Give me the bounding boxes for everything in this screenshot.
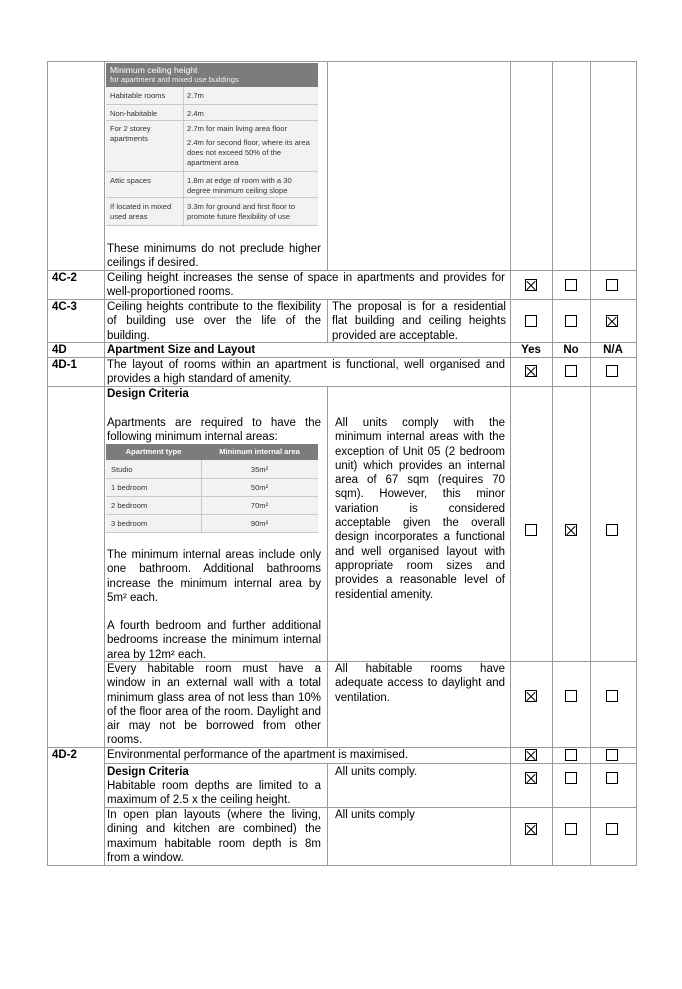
checkbox-na-window[interactable]	[606, 690, 618, 702]
checkbox-na-4c2[interactable]	[606, 279, 618, 291]
ceiling-row-label: For 2 storey apartments	[110, 124, 151, 143]
criterion-4d2-text: Environmental performance of the apartment is maximised.	[107, 749, 409, 761]
ceiling-row-value: 2.4m	[187, 109, 204, 118]
ceiling-row-label: Non-habitable	[110, 109, 158, 118]
checkbox-yes-4d2[interactable]	[525, 749, 537, 761]
ceiling-table-subtitle: for apartment and mixed use buildings	[110, 75, 239, 84]
checkbox-no-4c2[interactable]	[565, 279, 577, 291]
checkbox-yes-4d1[interactable]	[525, 365, 537, 377]
checkbox-yes-4c3[interactable]	[525, 315, 537, 327]
ceiling-row-label: Habitable rooms	[110, 91, 166, 100]
ceiling-height-table	[106, 63, 318, 226]
ceiling-row-label: If located in mixed used areas	[110, 202, 172, 221]
depth-response: All units comply.	[335, 766, 418, 778]
checkbox-yes-areas[interactable]	[525, 524, 537, 536]
checkbox-na-openplan[interactable]	[606, 823, 618, 835]
checkbox-na-4c3[interactable]	[606, 315, 618, 327]
checkbox-yes-depth[interactable]	[525, 772, 537, 784]
checkbox-yes-window[interactable]	[525, 690, 537, 702]
bathroom-note: The minimum internal areas include only one bathroom. Additional bathrooms increase the minimum internal area by 5m² each.	[107, 549, 321, 604]
checkbox-na-areas[interactable]	[606, 524, 618, 536]
checkbox-na-depth[interactable]	[606, 772, 618, 784]
openplan-response: All units comply	[335, 809, 415, 821]
ceiling-row-label: Attic spaces	[110, 176, 151, 185]
checkbox-no-4d2[interactable]	[565, 749, 577, 761]
area-table-header: Minimum internal area	[219, 447, 300, 456]
area-table-header: Apartment type	[125, 447, 182, 456]
area-value: 35m²	[250, 465, 269, 474]
checkbox-yes-openplan[interactable]	[525, 823, 537, 835]
area-type: 1 bedroom	[111, 483, 148, 492]
area-type: 2 bedroom	[111, 501, 148, 510]
checkbox-no-openplan[interactable]	[565, 823, 577, 835]
checkbox-no-4c3[interactable]	[565, 315, 577, 327]
criterion-id-4c2: 4C-2	[52, 272, 77, 284]
ceiling-row-value: 2.4m for second floor, where its area does not exceed 50% of the apartment area	[187, 138, 310, 167]
ceiling-table-header	[106, 63, 318, 87]
checkbox-yes-4c2[interactable]	[525, 279, 537, 291]
ceiling-table-title: Minimum ceiling height	[110, 65, 198, 75]
openplan-criterion: In open plan layouts (where the living, dining and kitchen are combined) the maximum habitable room depth is 8m from a window.	[107, 809, 321, 864]
section-id-4d: 4D	[52, 344, 67, 356]
criterion-4c2-text: Ceiling height increases the sense of space in apartments and provides for well-proportioned rooms.	[107, 272, 505, 299]
area-value: 50m²	[250, 483, 269, 492]
checkbox-no-depth[interactable]	[565, 772, 577, 784]
window-criterion: Every habitable room must have a window in an external wall with a total minimum glass area of not less than 10% of the floor area of the room. Daylight and air may not be borrowed from other rooms.	[107, 663, 321, 747]
areas-response: All units comply with the minimum internal areas with the exception of Unit 05 (2 bedroom unit) which provides an internal area of 67 sqm (requires 70 sqm). However, this minor variation is considered acceptable given the overall design incorporates a functional and well organised layout with appropriate room sizes and provides a reasonable level of residential amenity.	[335, 417, 505, 601]
ceiling-row-value: 2.7m for main living area floor	[187, 124, 288, 133]
criterion-id-4c3: 4C-3	[52, 301, 77, 313]
column-header-yes: Yes	[521, 344, 541, 356]
criterion-4c3-response: The proposal is for a residential flat building and ceiling heights provided are acceptable.	[332, 301, 506, 342]
criterion-4c3-text: Ceiling heights contribute to the flexibility of building use over the life of the building.	[107, 301, 321, 342]
area-value: 90m²	[250, 519, 269, 528]
areas-intro: Apartments are required to have the following minimum internal areas:	[107, 417, 321, 444]
criterion-id-4d1: 4D-1	[52, 359, 77, 371]
design-criteria-heading-2: Design Criteria	[107, 766, 189, 778]
minimum-area-table	[106, 444, 318, 533]
criterion-id-4d2: 4D-2	[52, 749, 77, 761]
bedroom-note: A fourth bedroom and further additional bedrooms increase the minimum internal area by 12m² each.	[107, 620, 321, 661]
area-value: 70m²	[250, 501, 269, 510]
criterion-4d1-text: The layout of rooms within an apartment is functional, well organised and provides a high standard of amenity.	[107, 359, 505, 386]
column-header-na: N/A	[603, 344, 623, 356]
checkbox-na-4d1[interactable]	[606, 365, 618, 377]
ceiling-row-value: 1.8m at edge of room with a 30 degree minimum ceiling slope	[187, 176, 292, 195]
checkbox-no-window[interactable]	[565, 690, 577, 702]
area-type: Studio	[111, 465, 133, 474]
area-type: 3 bedroom	[111, 519, 148, 528]
checkbox-na-4d2[interactable]	[606, 749, 618, 761]
column-header-no: No	[563, 344, 579, 356]
section-title-4d: Apartment Size and Layout	[107, 344, 256, 356]
checkbox-no-areas[interactable]	[565, 524, 577, 536]
checkbox-no-4d1[interactable]	[565, 365, 577, 377]
ceiling-row-value: 3.3m for ground and first floor to promote future flexibility of use	[187, 202, 296, 221]
minimums-note: These minimums do not preclude higher ceilings if desired.	[107, 243, 321, 270]
ceiling-row-value: 2.7m	[187, 91, 204, 100]
depth-criterion: Habitable room depths are limited to a maximum of 2.5 x the ceiling height.	[107, 780, 321, 807]
window-response: All habitable rooms have adequate access to daylight and ventilation.	[335, 663, 505, 704]
design-criteria-heading: Design Criteria	[107, 388, 189, 400]
